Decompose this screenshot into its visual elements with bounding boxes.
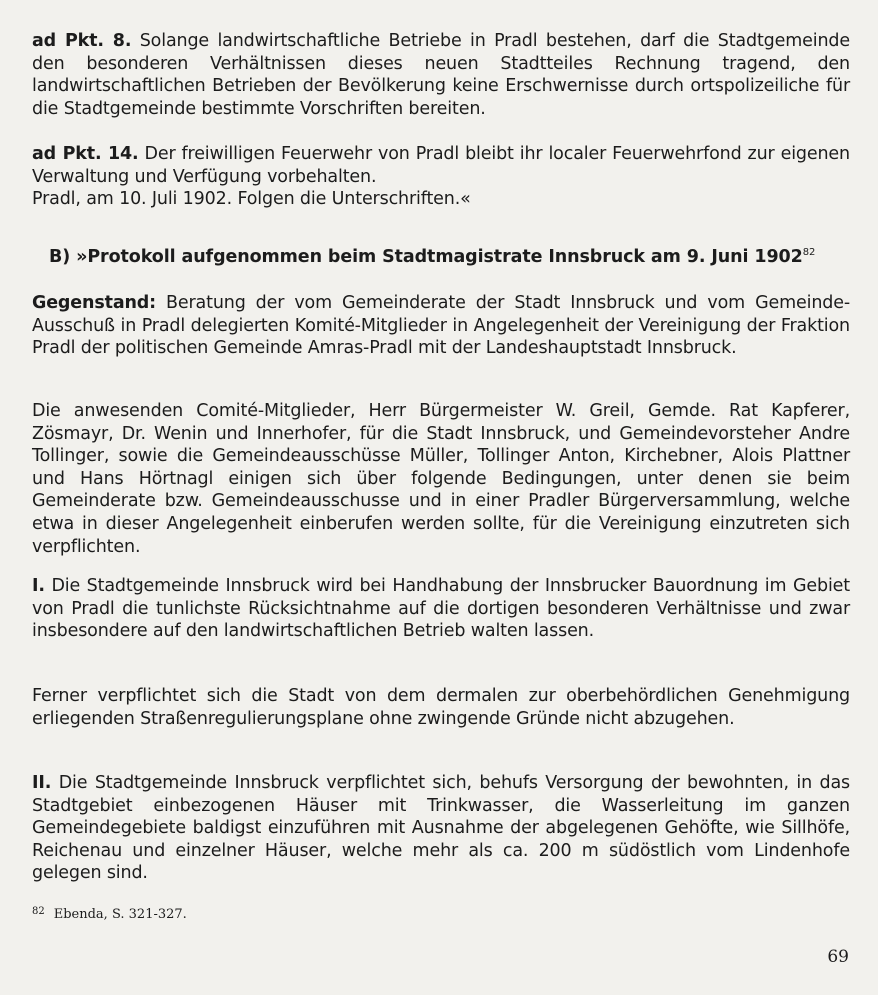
page-number: 69 <box>827 947 849 967</box>
paragraph-pkt-8 <box>32 30 850 120</box>
paragraph-text: Beratung der vom Gemeinderate der Stadt Innsbruck und vom Gemeinde-Ausschuß in Pradl delegierten Komité-Mitglieder in Angelegenheit der Vereinigung der Fraktion Pradl der politischen Gemeinde Amras-Pradl mit der Landeshauptstadt Innsbruck. <box>32 293 850 359</box>
paragraph-label: ad Pkt. 8. <box>32 31 132 51</box>
footnote-number: 82 <box>32 906 45 917</box>
paragraph-text: Die anwesenden Comité-Mitglieder, Herr Bürgermeister W. Greil, Gemde. Rat Kapferer, Zösmayr, Dr. Wenin und Innerhofer, für die Stadt Innsbruck, und Gemeindevorsteher Andre Tollinger, sowie die Gemeindeausschüsse Müller, Tollinger Anton, Kirchebner, Alois Plattner und Hans Hörtnagl einigen sich über folgende Bedingungen, unter denen sie beim Gemeinderate bzw. Gemeindeausschusse und in einer Pradler Bürgerversammlung, welche etwa in dieser Angelegenheit einberufen werden sollte, für die Vereinigung einzutreten sich verpflichten. <box>32 401 850 557</box>
paragraph-anwesenden <box>32 400 850 558</box>
footnote <box>32 903 732 924</box>
paragraph-ferner <box>32 685 850 730</box>
footnote-reference: 82 <box>802 247 816 259</box>
footnote-text: Ebenda, S. 321-327. <box>53 907 187 922</box>
paragraph-text: Der freiwilligen Feuerwehr von Pradl bleibt ihr localer Feuerwehrfond zur eigenen Verwaltung und Verfügung vorbehalten. <box>32 144 850 187</box>
paragraph-text: Die Stadtgemeinde Innsbruck verpflichtet sich, behufs Versorgung der bewohnten, in das Stadtgebiet einbezogenen Häuser mit Trinkwasser, die Wasserleitung im ganzen Gemeindegebiete baldigst einzuführen mit Ausnahme der abgelegenen Gehöfte, wie Sillhöfe, Reichenau und einzelner Häuser, welche mehr als ca. 200 m südöstlich vom Lindenhofe gelegen sind. <box>32 773 850 884</box>
section-heading-text: B) »Protokoll aufgenommen beim Stadtmagistrate Innsbruck am 9. Juni 1902 <box>49 247 803 267</box>
paragraph-gegenstand <box>32 292 850 360</box>
paragraph-i <box>32 575 850 643</box>
paragraph-text: Ferner verpflichtet sich die Stadt von dem dermalen zur oberbehördlichen Genehmigung erliegenden Straßenregulierungsplane ohne zwingende Gründe nicht abzugehen. <box>32 686 850 729</box>
paragraph-label: Gegenstand: <box>32 293 157 313</box>
paragraph-text: Die Stadtgemeinde Innsbruck wird bei Handhabung der Innsbrucker Bauordnung im Gebiet von Pradl die tunlichste Rücksichtnahme auf die dortigen besonderen Verhältnisse und zwar insbesondere auf den landwirtschaftlichen Betrieb walten lassen. <box>32 576 850 642</box>
paragraph-label: ad Pkt. 14. <box>32 144 139 164</box>
paragraph-label: I. <box>32 576 45 596</box>
paragraph-pkt-14 <box>32 143 850 211</box>
section-heading <box>49 245 849 269</box>
paragraph-ii <box>32 772 850 885</box>
paragraph-label: II. <box>32 773 52 793</box>
paragraph-text: Solange landwirtschaftliche Betriebe in Pradl bestehen, darf die Stadtgemeinde den besonderen Verhältnissen dieses neuen Stadtteiles Rechnung tragend, den landwirtschaftlichen Betrieben der Bevölkerung keine Erschwernisse durch ortspolizeiliche für die Stadtgemeinde bestimmte Vorschriften bereiten. <box>32 31 850 119</box>
closing-line: Pradl, am 10. Juli 1902. Folgen die Unterschriften.« <box>32 189 471 210</box>
